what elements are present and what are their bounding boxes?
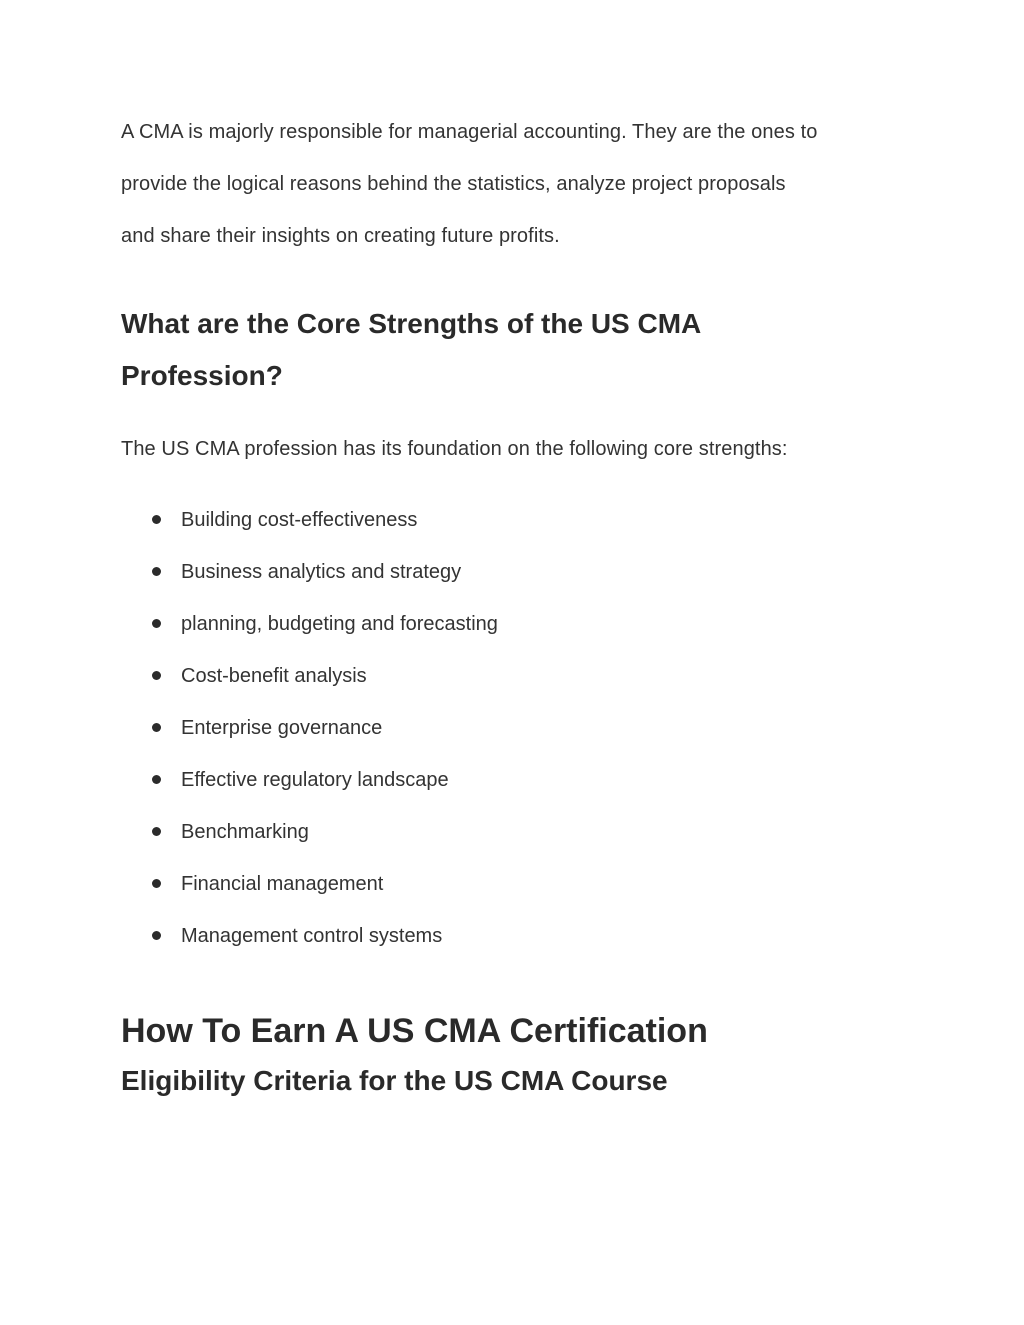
earn-certification-heading: How To Earn A US CMA Certification — [121, 1012, 708, 1050]
list-item — [121, 546, 911, 598]
core-strengths-list — [121, 494, 911, 962]
core-strengths-lead: The US CMA profession has its foundation on the following core strengths: — [121, 438, 788, 460]
eligibility-criteria-heading: Eligibility Criteria for the US CMA Course — [121, 1065, 668, 1096]
list-item-text: Benchmarking — [181, 821, 309, 843]
intro-paragraph — [121, 106, 911, 262]
list-item — [121, 598, 911, 650]
intro-line-2: provide the logical reasons behind the statistics, analyze project proposals — [121, 173, 786, 195]
list-item — [121, 650, 911, 702]
bullet-icon — [152, 619, 161, 628]
list-item — [121, 754, 911, 806]
bullet-icon — [152, 775, 161, 784]
bullet-icon — [152, 931, 161, 940]
bullet-icon — [152, 723, 161, 732]
list-item-text: planning, budgeting and forecasting — [181, 613, 498, 635]
list-item-text: Management control systems — [181, 925, 443, 947]
list-item — [121, 910, 911, 962]
core-heading-line-1: What are the Core Strengths of the US CMA — [121, 308, 702, 339]
bullet-icon — [152, 671, 161, 680]
bullet-icon — [152, 827, 161, 836]
list-item-text: Financial management — [181, 873, 384, 895]
list-item — [121, 806, 911, 858]
bullet-icon — [152, 567, 161, 576]
list-item-text: Effective regulatory landscape — [181, 769, 449, 791]
list-item — [121, 494, 911, 546]
intro-line-3: and share their insights on creating future profits. — [121, 225, 560, 247]
intro-line-1: A CMA is majorly responsible for managerial accounting. They are the ones to — [121, 121, 818, 143]
bullet-icon — [152, 515, 161, 524]
list-item-text: Building cost-effectiveness — [181, 509, 418, 531]
core-strengths-heading — [121, 298, 911, 402]
list-item-text: Business analytics and strategy — [181, 561, 462, 583]
bullet-icon — [152, 879, 161, 888]
list-item-text: Cost-benefit analysis — [181, 665, 367, 687]
core-heading-line-2: Profession? — [121, 360, 283, 391]
list-item — [121, 858, 911, 910]
list-item-text: Enterprise governance — [181, 717, 383, 739]
list-item — [121, 702, 911, 754]
